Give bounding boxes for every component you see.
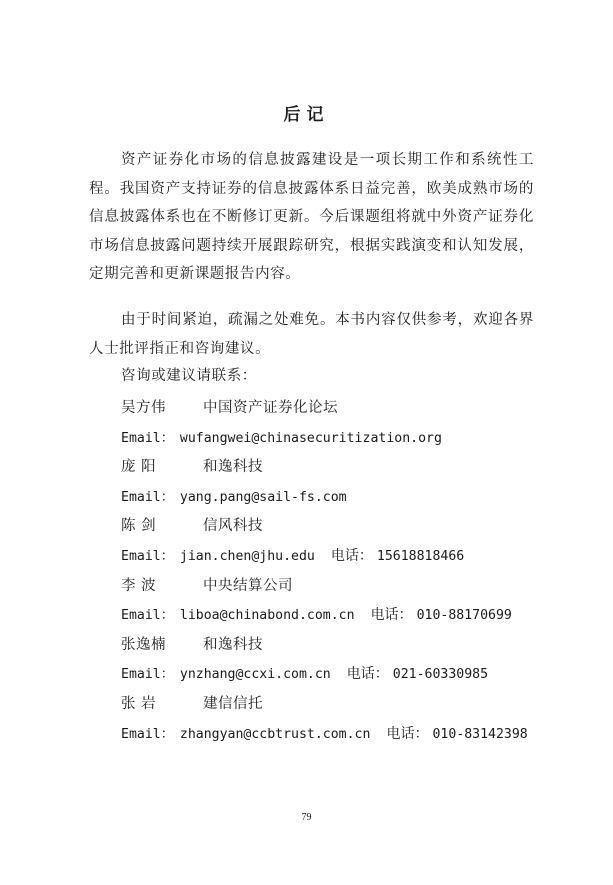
- contact-email-row: [121, 424, 541, 454]
- contact-email-row: [121, 720, 541, 750]
- contact-tel: 15618818466: [376, 548, 465, 564]
- paragraph-2: 由于时间紧迫，疏漏之处难免。本书内容仅供参考，欢迎各界人士批评指正和咨询建议。: [89, 312, 534, 357]
- tel-label: 电话：: [330, 547, 373, 564]
- tel-label: 电话：: [346, 666, 389, 683]
- contact-name: 陈 剑: [121, 518, 157, 535]
- email-label: Email：: [121, 430, 174, 446]
- email-label: Email：: [121, 489, 174, 505]
- contact-email[interactable]: liboa@chinabond.com.cn: [179, 608, 355, 624]
- contact-name-row: [121, 394, 541, 424]
- contact-name-row: [121, 512, 541, 542]
- paragraph-1: 资产证券化市场的信息披露建设是一项长期工作和系统性工程。我国资产支持证券的信息披露体系日益完善，欧美成熟市场的信息披露体系也在不断修订更新。今后课题组将就中外资产证券化市场信息披露问题持续开展跟踪研究，根据实践演变和认知发展，定期完善和更新课题报告内容。: [89, 152, 534, 283]
- contact-name: 李 波: [121, 577, 157, 594]
- contact-org: 中国资产证券化论坛: [203, 400, 338, 416]
- contact-name: 庞 阳: [121, 459, 157, 476]
- contact-name: 吴方伟: [121, 400, 166, 416]
- contact-name-row: [121, 572, 541, 602]
- contact-org: 建信信托: [203, 695, 263, 712]
- contact-name-row: [121, 453, 541, 483]
- contact-email[interactable]: zhangyan@ccbtrust.com.cn: [179, 726, 371, 742]
- contact-name-row: [121, 631, 541, 661]
- contact-email-row: [121, 601, 541, 631]
- contact-org: 和逸科技: [203, 636, 263, 653]
- contact-list: [121, 394, 541, 749]
- tel-label: 电话：: [386, 725, 429, 742]
- email-label: Email：: [121, 608, 174, 624]
- contact-org: 中央结算公司: [203, 577, 293, 594]
- contact-tel: 010-83142398: [432, 726, 528, 742]
- contact-intro: 咨询或建议请联系：: [121, 368, 257, 384]
- contact-email[interactable]: ynzhang@ccxi.com.cn: [179, 667, 331, 683]
- email-label: Email：: [121, 667, 174, 683]
- contact-tel: 010-88170699: [416, 608, 512, 624]
- tel-label: 电话：: [370, 607, 413, 624]
- contact-email[interactable]: jian.chen@jhu.edu: [179, 548, 315, 564]
- contact-name: 张 岩: [121, 695, 157, 712]
- email-label: Email：: [121, 548, 174, 564]
- contact-org: 和逸科技: [203, 459, 263, 476]
- page-number: 79: [301, 812, 312, 823]
- contact-email[interactable]: yang.pang@sail-fs.com: [179, 489, 347, 505]
- contact-email-row: [121, 660, 541, 690]
- contact-name-row: [121, 690, 541, 720]
- email-label: Email：: [121, 726, 174, 742]
- contact-name: 张逸楠: [121, 636, 166, 653]
- contact-tel: 021-60330985: [392, 667, 489, 683]
- contact-email-row: [121, 542, 541, 572]
- page-title: 后记: [283, 105, 330, 125]
- contact-org: 信风科技: [203, 518, 263, 535]
- contact-email[interactable]: wufangwei@chinasecuritization.org: [179, 430, 442, 446]
- contact-email-row: [121, 483, 541, 513]
